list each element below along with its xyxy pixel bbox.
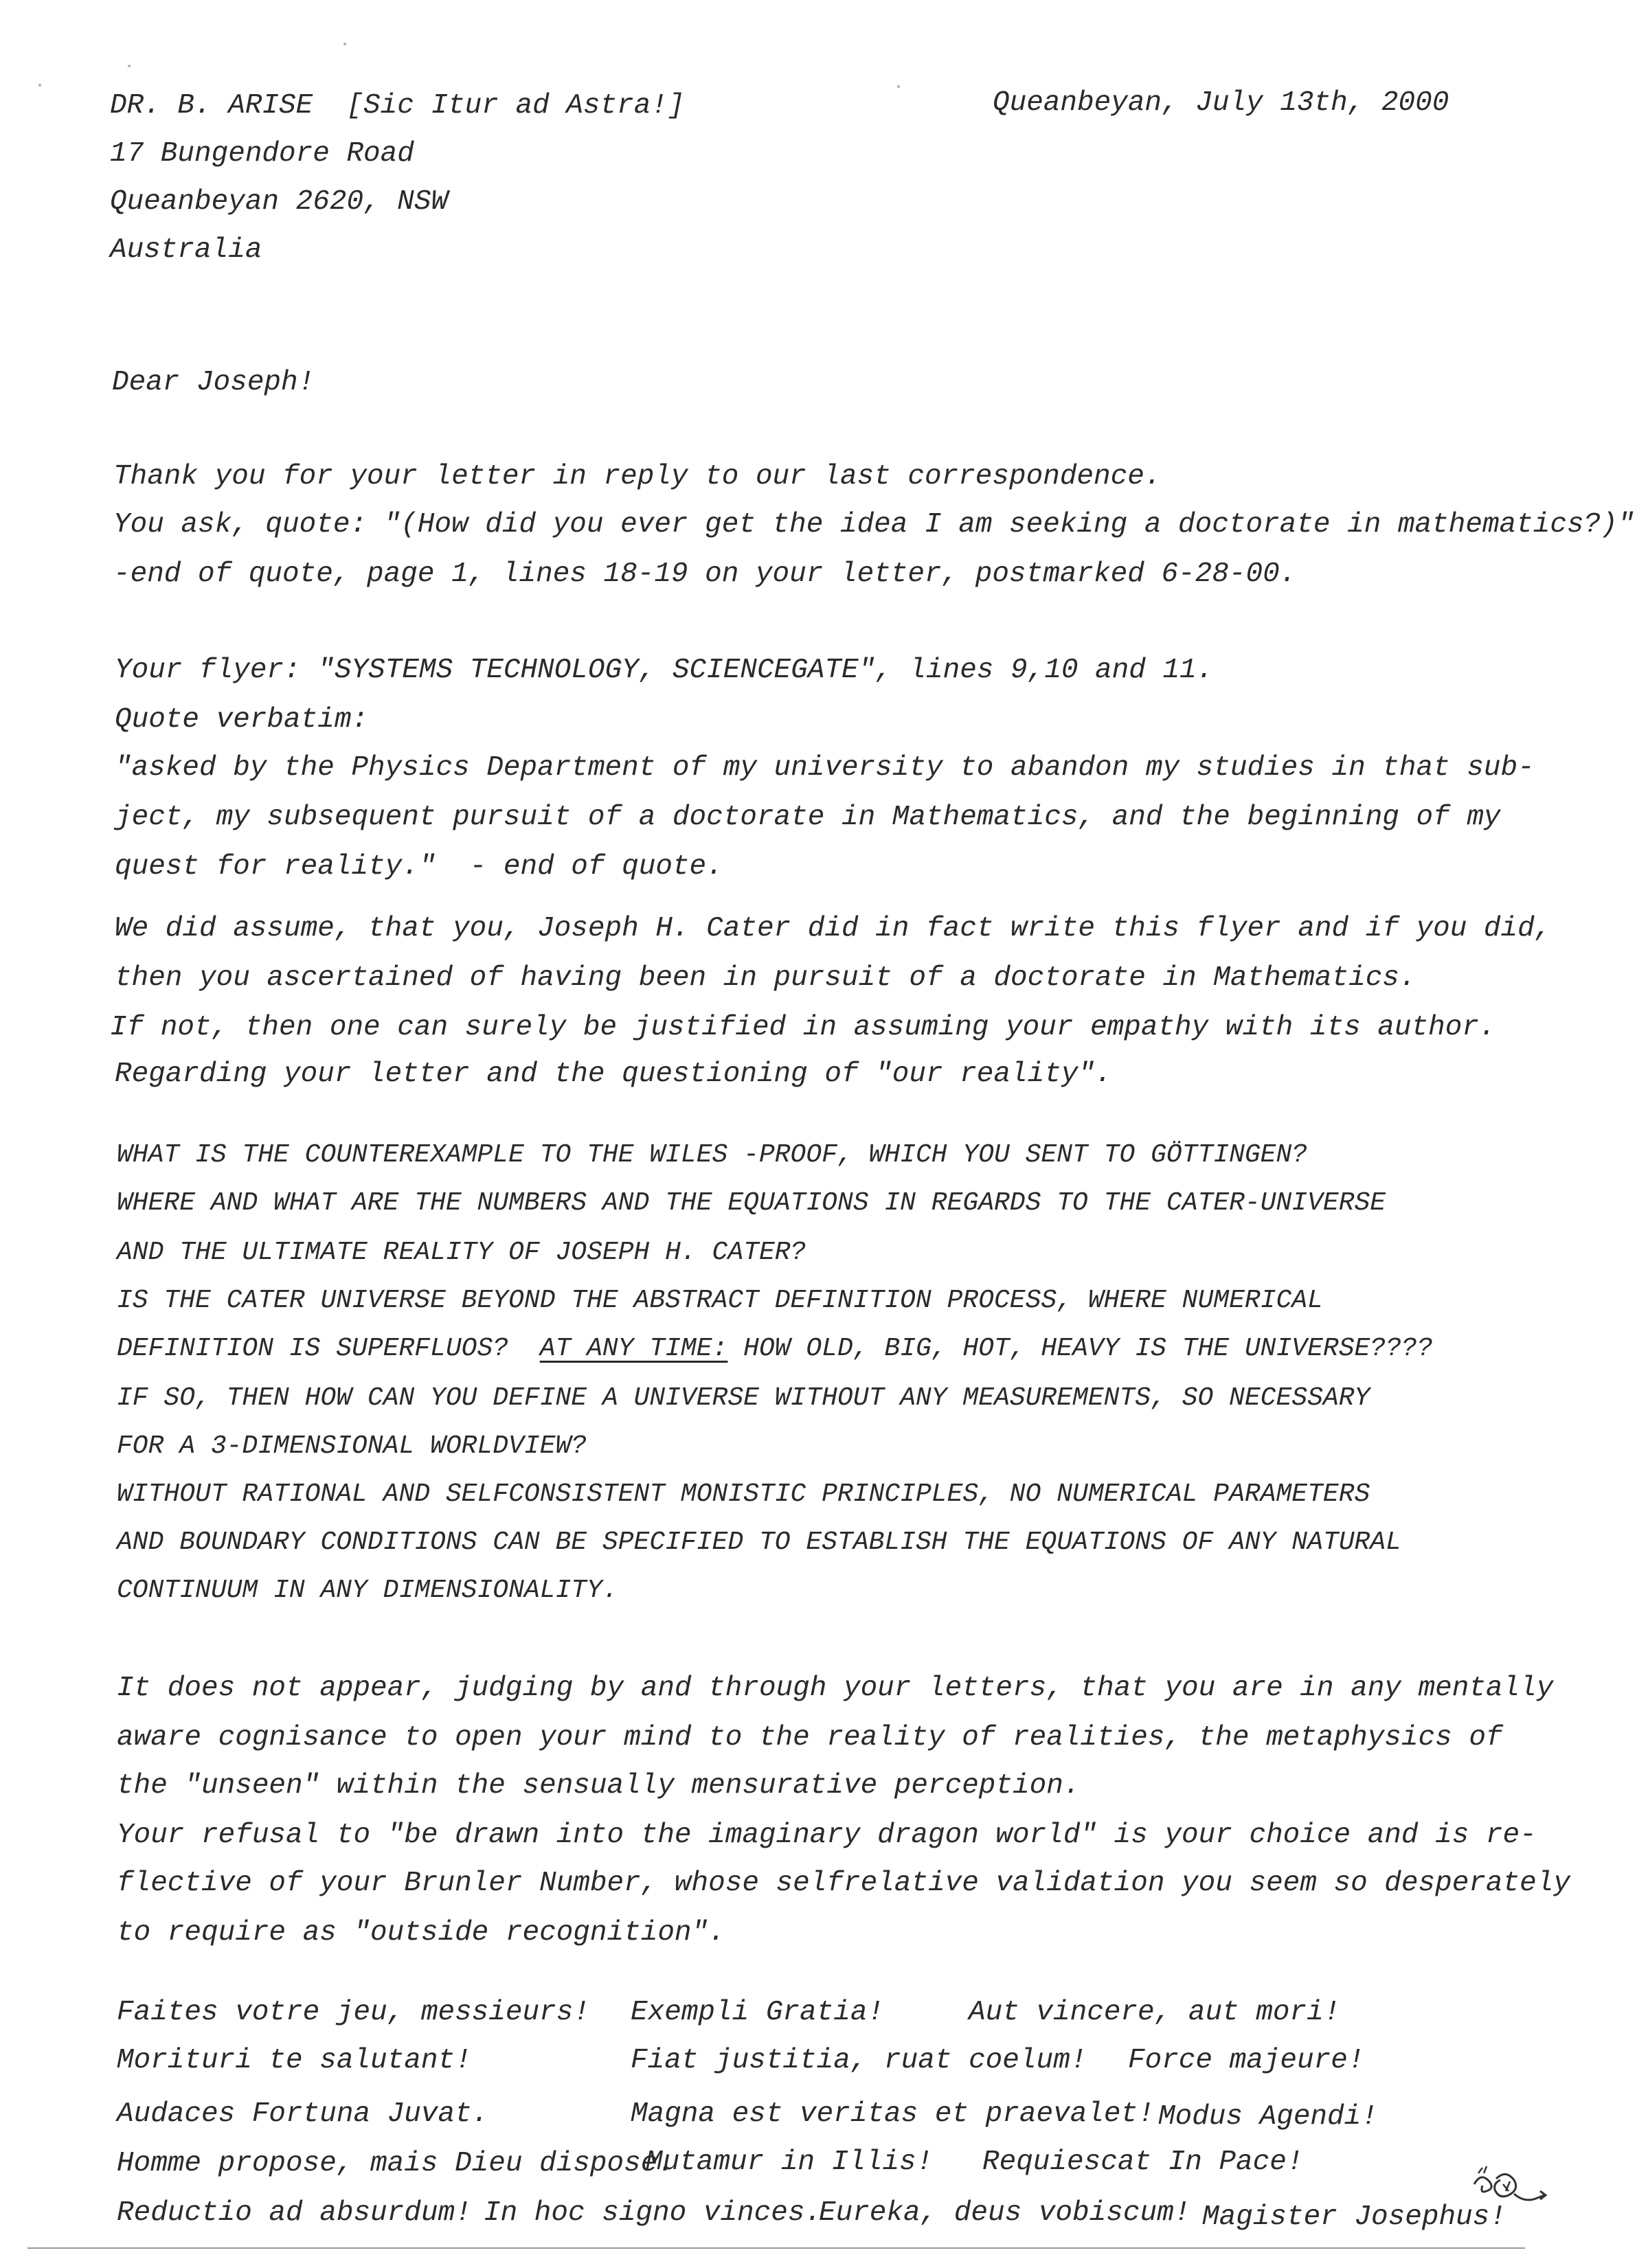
latin-phrase-2b: Fiat justitia, ruat coelum! — [631, 2045, 1087, 2076]
paper-speck — [343, 43, 346, 45]
para4-line-5: flective of your Brunler Number, whose selfrelative validation you seem so desperately — [117, 1868, 1570, 1899]
latin-phrase-3c: Modus Agendi! — [1158, 2101, 1378, 2133]
latin-phrase-2c: Force majeure! — [1128, 2045, 1365, 2076]
question-8: WITHOUT RATIONAL AND SELFCONSISTENT MONISTIC PRINCIPLES, NO NUMERICAL PARAMETERS — [117, 1479, 1370, 1509]
question-7: FOR A 3-DIMENSIONAL WORLDVIEW? — [117, 1431, 587, 1461]
signature-doodle — [1469, 2164, 1551, 2219]
para2-line-1: Your flyer: "SYSTEMS TECHNOLOGY, SCIENCEGATE", lines 9,10 and 11. — [115, 655, 1214, 686]
address-city: Queanbeyan 2620, NSW — [110, 186, 449, 218]
para4-line-6: to require as "outside recognition". — [117, 1917, 725, 1949]
question-5 — [117, 1336, 1433, 1362]
para3-line-4: Regarding your letter and the questioning of "our reality". — [115, 1058, 1112, 1090]
question-5-end: HOW OLD, BIG, HOT, HEAVY IS THE UNIVERSE???? — [727, 1334, 1433, 1363]
latin-phrase-5c: Eureka, deus vobiscum! — [819, 2197, 1191, 2229]
latin-phrase-5b: In hoc signo vinces. — [484, 2197, 822, 2229]
latin-phrase-1a: Faites votre jeu, messieurs! — [117, 1997, 590, 2028]
question-4: IS THE CATER UNIVERSE BEYOND THE ABSTRACT DEFINITION PROCESS, WHERE NUMERICAL — [117, 1286, 1323, 1315]
para2-line-3: "asked by the Physics Department of my university to abandon my studies in that sub- — [115, 752, 1535, 784]
para3-line-1: We did assume, that you, Joseph H. Cater did in fact write this flyer and if you did, — [115, 913, 1552, 944]
latin-phrase-4c: Requiescat In Pace! — [982, 2146, 1304, 2178]
latin-phrase-5d: Magister Josephus! — [1202, 2201, 1506, 2233]
para4-line-3: the "unseen" within the sensually mensurative perception. — [117, 1770, 1081, 1802]
latin-phrase-1c: Aut vincere, aut mori! — [969, 1997, 1341, 2028]
latin-phrase-3a: Audaces Fortuna Juvat. — [117, 2098, 489, 2130]
question-5-underlined: AT ANY TIME: — [539, 1334, 728, 1363]
question-9: AND BOUNDARY CONDITIONS CAN BE SPECIFIED TO ESTABLISH THE EQUATIONS OF ANY NATURAL — [117, 1528, 1401, 1557]
question-3: AND THE ULTIMATE REALITY OF JOSEPH H. CATER? — [117, 1238, 806, 1267]
para2-line-4: ject, my subsequent pursuit of a doctorate in Mathematics, and the beginning of my — [115, 802, 1501, 833]
latin-phrase-4a: Homme propose, mais Dieu dispose. — [117, 2148, 675, 2179]
para1-line-1: Thank you for your letter in reply to our last correspondence. — [113, 461, 1162, 492]
question-10: CONTINUUM IN ANY DIMENSIONALITY. — [117, 1576, 618, 1605]
para2-line-5: quest for reality." - end of quote. — [115, 851, 723, 883]
para4-line-1: It does not appear, judging by and through your letters, that you are in any mentally — [117, 1672, 1554, 1704]
question-5-start: DEFINITION IS SUPERFLUOS? — [117, 1334, 540, 1363]
para2-line-2: Quote verbatim: — [115, 704, 369, 736]
bottom-edge-rule — [27, 2247, 1525, 2249]
para3-line-2: then you ascertained of having been in pursuit of a doctorate in Mathematics. — [115, 962, 1416, 994]
para1-line-2: You ask, quote: "(How did you ever get the idea I am seeking a doctorate in mathematics?)" — [113, 509, 1635, 541]
address-street: 17 Bungendore Road — [110, 138, 414, 170]
address-country: Australia — [110, 234, 262, 266]
latin-phrase-3b: Magna est veritas et praevalet! — [631, 2098, 1155, 2130]
para4-line-4: Your refusal to "be drawn into the imaginary dragon world" is your choice and is re- — [117, 1819, 1537, 1851]
place-date: Queanbeyan, July 13th, 2000 — [993, 87, 1449, 119]
para3-line-3: If not, then one can surely be justified in assuming your empathy with its author. — [110, 1012, 1496, 1043]
question-2: WHERE AND WHAT ARE THE NUMBERS AND THE EQUATIONS IN REGARDS TO THE CATER-UNIVERSE — [117, 1188, 1386, 1218]
para1-line-3: -end of quote, page 1, lines 18-19 on your letter, postmarked 6-28-00. — [113, 558, 1297, 590]
paper-speck — [128, 65, 131, 67]
latin-phrase-2a: Morituri te salutant! — [117, 2045, 472, 2076]
paper-speck — [38, 84, 41, 87]
paper-speck — [897, 85, 900, 88]
para4-line-2: aware cognisance to open your mind to the reality of realities, the metaphysics of — [117, 1722, 1503, 1754]
latin-phrase-4b: Mutamur in Illis! — [646, 2146, 934, 2178]
question-1: WHAT IS THE COUNTEREXAMPLE TO THE WILES -PROOF, WHICH YOU SENT TO GÖTTINGEN? — [117, 1140, 1308, 1170]
question-6: IF SO, THEN HOW CAN YOU DEFINE A UNIVERSE WITHOUT ANY MEASUREMENTS, SO NECESSARY — [117, 1383, 1370, 1413]
salutation: Dear Joseph! — [112, 367, 315, 398]
latin-phrase-1b: Exempli Gratia! — [631, 1997, 885, 2028]
latin-phrase-5a: Reductio ad absurdum! — [117, 2197, 472, 2229]
sender-line: DR. B. ARISE [Sic Itur ad Astra!] — [110, 90, 685, 122]
